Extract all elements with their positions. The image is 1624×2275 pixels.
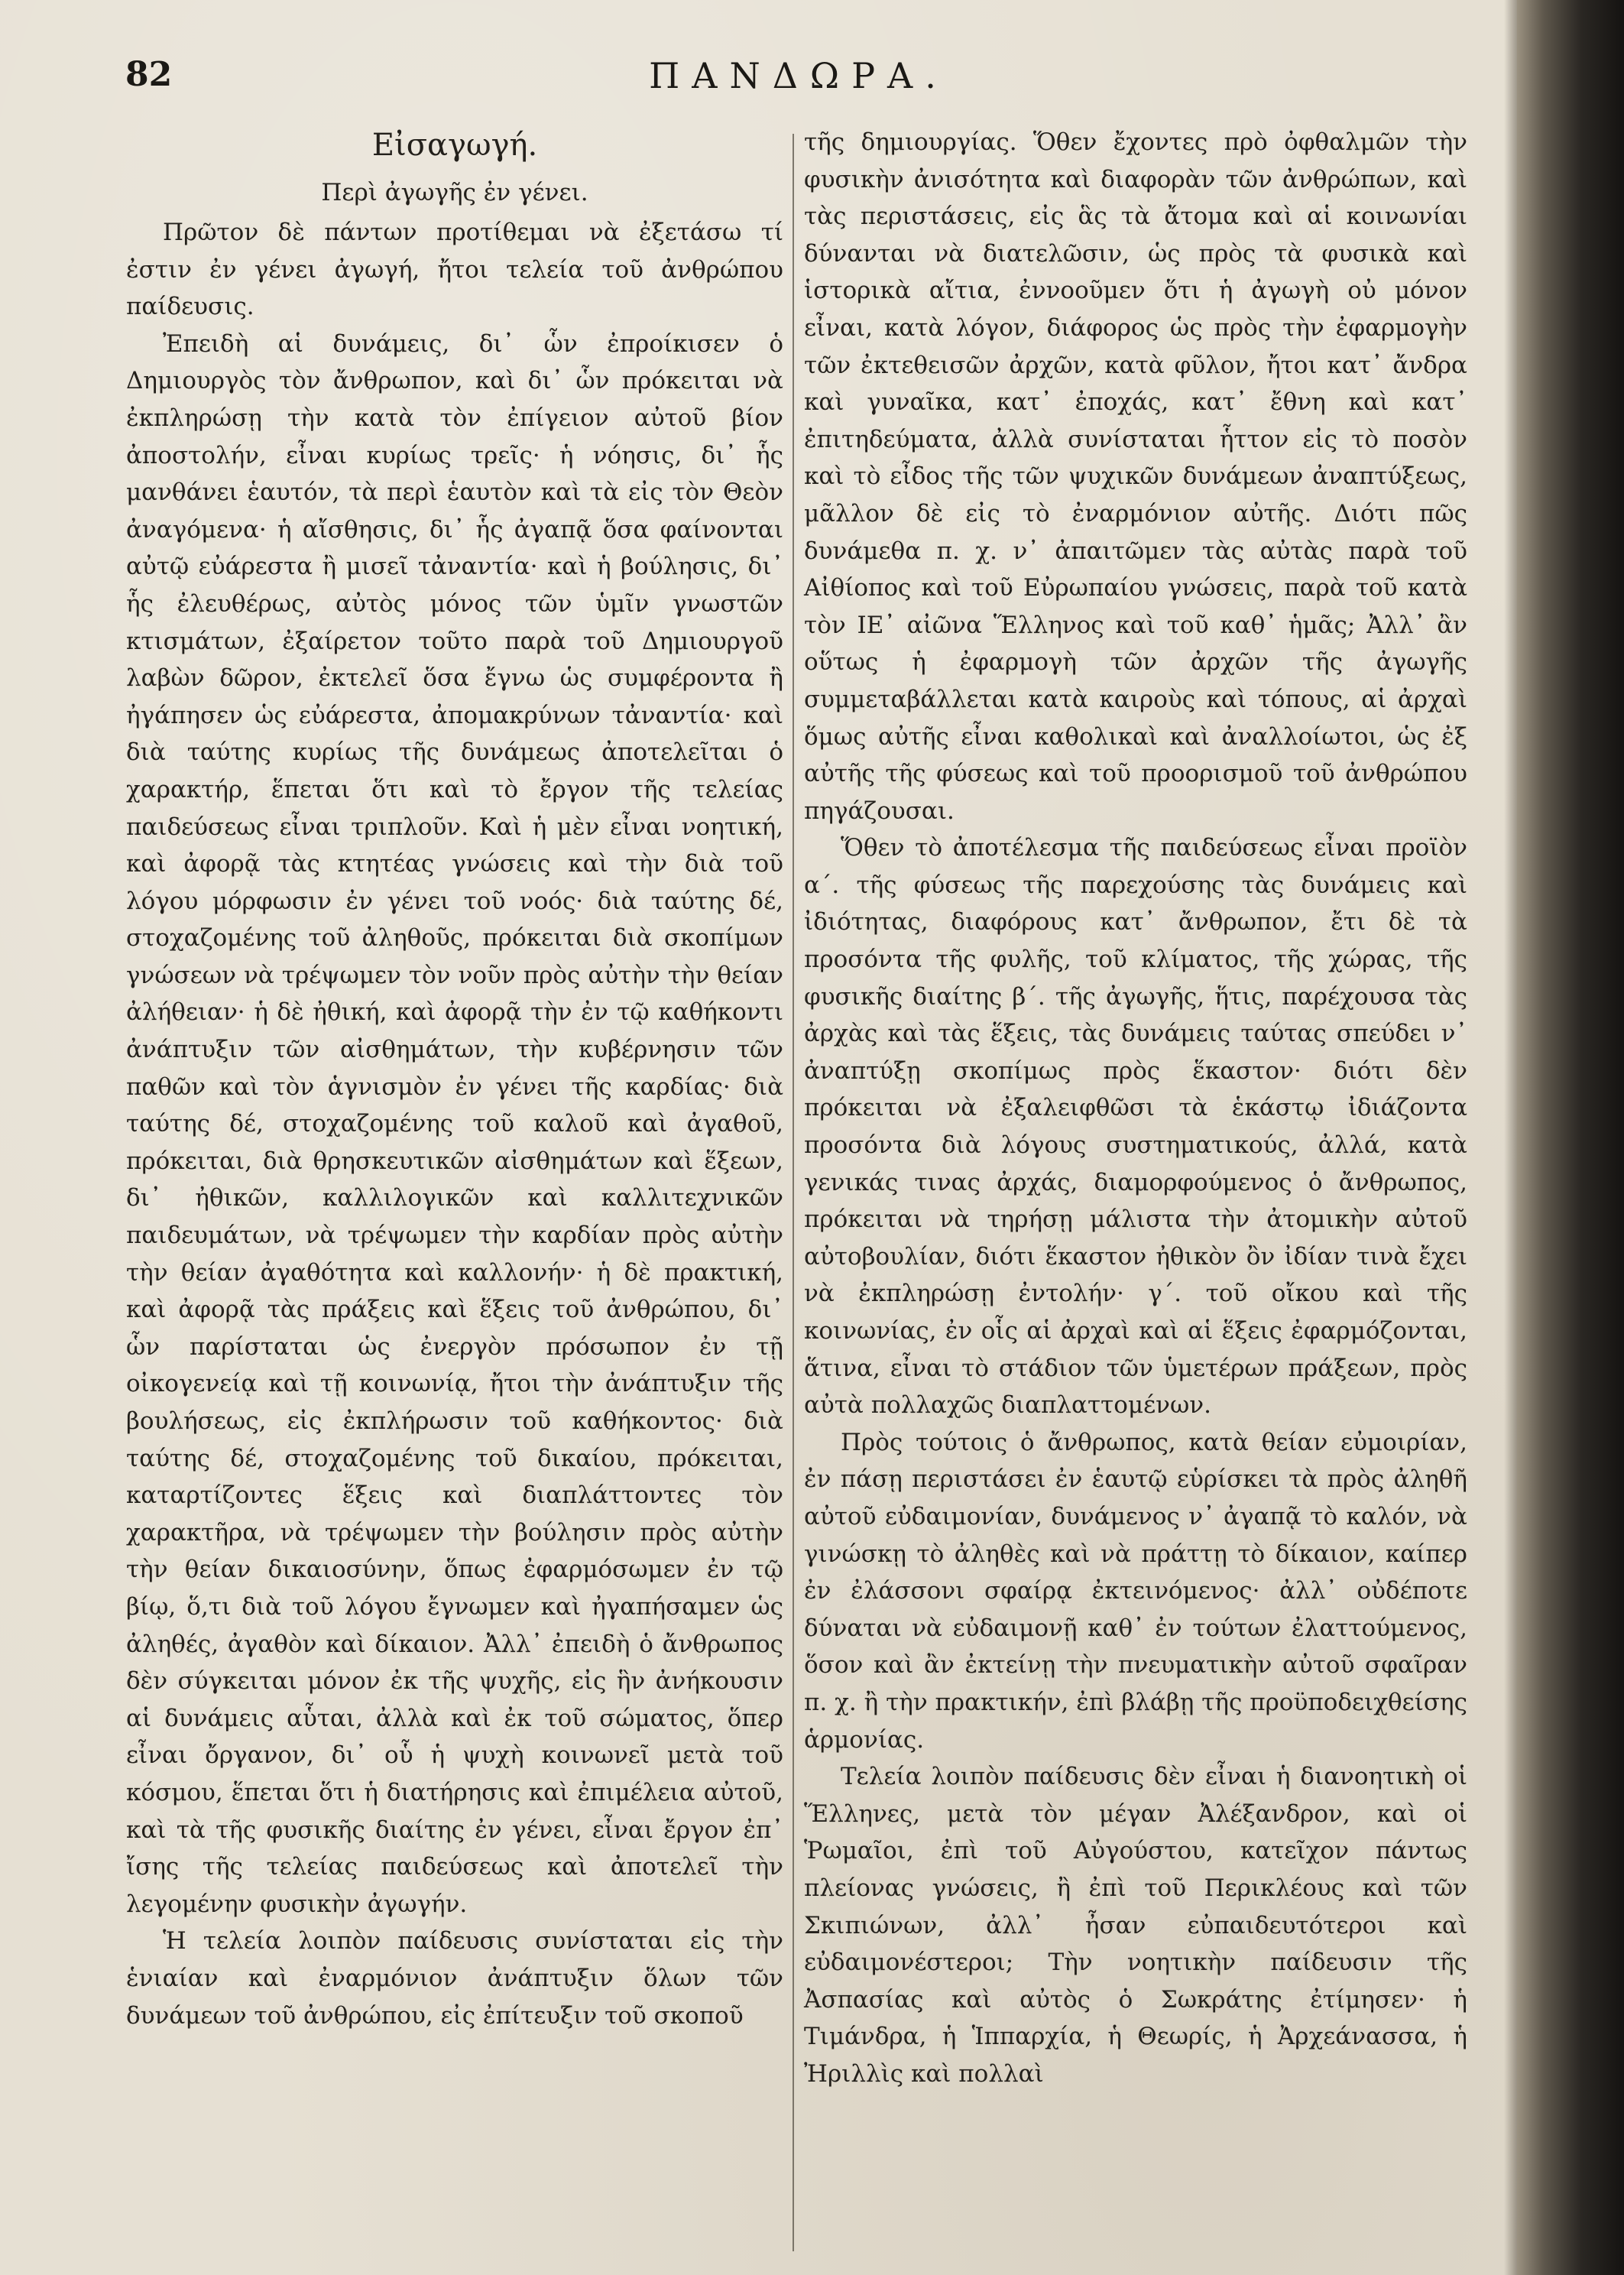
right-column xyxy=(804,124,1467,2092)
section-title: Εἰσαγωγή. xyxy=(371,128,538,163)
left-column xyxy=(126,124,783,2034)
paragraph: Ἐπειδὴ αἱ δυνάμεις, δι᾽ ὧν ἐπροίκισεν ὁ Δημιουργὸς τὸν ἄνθρωπον, καὶ δι᾽ ὧν πρόκειται νὰ ἐκπληρώσῃ τὴν κατὰ τὸν ἐπίγειον αὐτοῦ βίον ἀποστολήν, εἶναι κυρίως τρεῖς· ἡ νόησις, δι᾽ ἧς μανθάνει ἑαυτόν, τὰ περὶ ἑαυτὸν καὶ τὰ εἰς τὸν Θεὸν ἀναγόμενα· ἡ αἴσθησις, δι᾽ ἧς ἀγαπᾷ ὅσα φαίνονται αὐτῷ εὐάρεστα ἢ μισεῖ τἀναντία· καὶ ἡ βούλησις, δι᾽ ἧς ἐλευθέρως, αὐτὸς μόνος τῶν ὑμῖν γνωστῶν κτισμάτων, ἐξαίρετον τοῦτο παρὰ τοῦ Δημιουργοῦ λαβὼν δῶρον, ἐκτελεῖ ὅσα ἔγνω ὡς συμφέροντα ἢ ἠγάπησεν ὡς εὐάρεστα, ἀπομακρύνων τἀναντία· καὶ διὰ ταύτης κυρίως τῆς δυνάμεως ἀποτελεῖται ὁ χαρακτήρ, ἕπεται ὅτι καὶ τὸ ἔργον τῆς τελείας παιδεύσεως εἶναι τριπλοῦν. Καὶ ἡ μὲν εἶναι νοητική, καὶ ἀφορᾷ τὰς κτητέας γνώσεις καὶ τὴν διὰ τοῦ λόγου μόρφωσιν ἐν γένει τοῦ νοός· διὰ ταύτης δέ, στοχαζομένης τοῦ ἀληθοῦς, πρόκειται διὰ σκοπίμων γνώσεων νὰ τρέψωμεν τὸν νοῦν πρὸς αὐτὴν τὴν θείαν ἀλήθειαν· ἡ δὲ ἠθική, καὶ ἀφορᾷ τὴν ἐν τῷ καθήκοντι ἀνάπτυξιν τῶν αἰσθημάτων, τὴν κυβέρνησιν τῶν παθῶν καὶ τὸν ἁγνισμὸν ἐν γένει τῆς καρδίας· διὰ ταύτης δέ, στοχαζομένης τοῦ καλοῦ καὶ ἀγαθοῦ, πρόκειται, διὰ θρησκευτικῶν αἰσθημάτων καὶ ἕξεων, δι᾽ ἠθικῶν, καλλιλογικῶν καὶ καλλιτεχνικῶν παιδευμάτων, νὰ τρέψωμεν τὴν καρδίαν πρὸς αὐτὴν τὴν θείαν ἀγαθότητα καὶ καλλονήν· ἡ δὲ πρακτική, καὶ ἀφορᾷ τὰς πράξεις καὶ ἕξεις τοῦ ἀνθρώπου, δι᾽ ὧν παρίσταται ὡς ἐνεργὸν πρόσωπον ἐν τῇ οἰκογενείᾳ καὶ τῇ κοινωνίᾳ, ἤτοι τὴν ἀνάπτυξιν τῆς βουλήσεως, εἰς ἐκπλήρωσιν τοῦ καθήκοντος· διὰ ταύτης δέ, στοχαζομένης τοῦ δικαίου, πρόκειται, καταρτίζοντες ἕξεις καὶ διαπλάττοντες τὸν χαρακτῆρα, νὰ τρέψωμεν τὴν βούλησιν πρὸς αὐτὴν τὴν θείαν δικαιοσύνην, ὅπως ἐφαρμόσωμεν ἐν τῷ βίῳ, ὅ,τι διὰ τοῦ λόγου ἔγνωμεν καὶ ἠγαπήσαμεν ὡς ἀληθές, ἀγαθὸν καὶ δίκαιον. Ἀλλ᾽ ἐπειδὴ ὁ ἄνθρωπος δὲν σύγκειται μόνον ἐκ τῆς ψυχῆς, εἰς ἣν ἀνήκουσιν αἱ δυνάμεις αὗται, ἀλλὰ καὶ ἐκ τοῦ σώματος, ὅπερ εἶναι ὄργανον, δι᾽ οὗ ἡ ψυχὴ κοινωνεῖ μετὰ τοῦ κόσμου, ἕπεται ὅτι ἡ διατήρησις καὶ ἐπιμέλεια αὐτοῦ, καὶ τὰ τῆς φυσικῆς διαίτης ἐν γένει, εἶναι ἔργον ἐπ᾽ ἴσης τῆς τελείας παιδεύσεως καὶ ἀποτελεῖ τὴν λεγομένην φυσικὴν ἀγωγήν. xyxy=(126,329,783,1918)
book-binding xyxy=(1517,0,1624,2275)
paragraph: Ἡ τελεία λοιπὸν παίδευσις συνίσταται εἰς τὴν ἑνιαίαν καὶ ἐναρμόνιον ἀνάπτυξιν ὅλων τῶν δυνάμεων τοῦ ἀνθρώπου, εἰς ἐπίτευξιν τοῦ σκοποῦ xyxy=(126,1927,783,2030)
paragraph: Πρὸς τούτοις ὁ ἄνθρωπος, κατὰ θείαν εὐμοιρίαν, ἐν πάσῃ περιστάσει ἐν ἑαυτῷ εὑρίσκει τὰ πρὸς ἀληθῆ αὐτοῦ εὐδαιμονίαν, δυνάμενος ν᾽ ἀγαπᾷ τὸ καλόν, νὰ γινώσκῃ τὸ ἀληθὲς καὶ νὰ πράττῃ τὸ δίκαιον, καίπερ ἐν ἐλάσσονι σφαίρᾳ ἐκτεινόμενος· ἀλλ᾽ οὐδέποτε δύναται νὰ εὐδαιμονῇ καθ᾽ ἐν τούτων ἐλαττούμενος, ὅσον καὶ ἂν ἐκτείνῃ τὴν πνευματικὴν αὐτοῦ σφαῖραν π. χ. ἢ τὴν πρακτικήν, ἐπὶ βλάβῃ τῆς προϋποδειχθείσης ἁρμονίας. xyxy=(804,1428,1467,1754)
paragraph: Πρῶτον δὲ πάντων προτίθεμαι νὰ ἐξετάσω τί ἐστιν ἐν γένει ἀγωγή, ἤτοι τελεία τοῦ ἀνθρώπου παίδευσις. xyxy=(126,219,783,321)
running-head xyxy=(115,55,1483,101)
paragraph: Ὅθεν τὸ ἀποτέλεσμα τῆς παιδεύσεως εἶναι προϊὸν α΄. τῆς φύσεως τῆς παρεχούσης τὰς δυνάμεις καὶ ἰδιότητας, διαφόρους κατ᾽ ἄνθρωπον, ἔτι δὲ τὰ προσόντα τῆς φυλῆς, τοῦ κλίματος, τῆς χώρας, τῆς φυσικῆς διαίτης β΄. τῆς ἀγωγῆς, ἥτις, παρέχουσα τὰς ἀρχὰς καὶ τὰς ἕξεις, τὰς δυνάμεις ταύτας σπεύδει ν᾽ ἀναπτύξῃ σκοπίμως πρὸς ἕκαστον· διότι δὲν πρόκειται νὰ ἐξαλειφθῶσι τὰ ἑκάστῳ ἰδιάζοντα προσόντα διὰ λόγους συστηματικούς, ἀλλά, κατὰ γενικάς τινας ἀρχάς, διαμορφούμενος ὁ ἄνθρωπος, πρόκειται νὰ τηρήσῃ μάλιστα τὴν ἀτομικὴν αὐτοῦ αὐτοβουλίαν, διότι ἕκαστον ἠθικὸν ὂν ἰδίαν τινὰ ἔχει νὰ ἐκπληρώσῃ ἐντολήν· γ΄. τοῦ οἴκου καὶ τῆς κοινωνίας, ἐν οἷς αἱ ἀρχαὶ καὶ αἱ ἕξεις ἐφαρμόζονται, ἅτινα, εἶναι τὸ στάδιον τῶν ὑμετέρων πράξεων, πρὸς αὐτὰ πολλαχῶς διαπλαττομένων. xyxy=(804,834,1467,1420)
page-gutter-shadow xyxy=(1504,0,1517,2275)
paragraph-continuation: τῆς δημιουργίας. Ὅθεν ἔχοντες πρὸ ὀφθαλμῶν τὴν φυσικὴν ἀνισότητα καὶ διαφορὰν τῶν ἀνθρώπων, καὶ τὰς περιστάσεις, εἰς ἃς τὰ ἄτομα καὶ αἱ κοινωνίαι δύνανται νὰ διατελῶσιν, ὡς πρὸς τὰ φυσικὰ καὶ ἱστορικὰ αἴτια, ἐννοοῦμεν ὅτι ἡ ἀγωγὴ οὐ μόνον εἶναι, κατὰ λόγον, διάφορος ὡς πρὸς τὴν ἐφαρμογὴν τῶν ἐκτεθεισῶν ἀρχῶν, κατὰ φῦλον, ἤτοι κατ᾽ ἄνδρα καὶ γυναῖκα, κατ᾽ ἐποχάς, κατ᾽ ἔθνη καὶ κατ᾽ ἐπιτηδεύματα, ἀλλὰ συνίσταται ἧττον εἰς τὸ ποσὸν καὶ τὸ εἶδος τῆς τῶν ψυχικῶν δυνάμεων ἀναπτύξεως, μᾶλλον δὲ εἰς τὸ ἐναρμόνιον αὐτῆς. Διότι πῶς δυνάμεθα π. χ. ν᾽ ἀπαιτῶμεν τὰς αὐτὰς παρὰ τοῦ Αἰθίοπος καὶ τοῦ Εὐρωπαίου γνώσεις, παρὰ τοῦ κατὰ τὸν ΙΕ᾽ αἰῶνα Ἕλληνος καὶ τοῦ καθ᾽ ἡμᾶς; Ἀλλ᾽ ἂν οὕτως ἡ ἐφαρμογὴ τῶν ἀρχῶν τῆς ἀγωγῆς συμμεταβάλλεται κατὰ καιροὺς καὶ τόπους, αἱ ἀρχαὶ ὅμως αὐτῆς εἶναι καθολικαὶ καὶ ἀναλλοίωτοι, ὡς ἐξ αὐτῆς τῆς φύσεως καὶ τοῦ προορισμοῦ τοῦ ἀνθρώπου πηγάζουσαι. xyxy=(804,128,1467,825)
journal-title: ΠΑΝΔΩΡΑ. xyxy=(649,55,948,96)
page-number: 82 xyxy=(125,55,173,94)
column-divider xyxy=(793,134,794,2251)
paragraph: Τελεία λοιπὸν παίδευσις δὲν εἶναι ἡ διανοητικὴ οἱ Ἕλληνες, μετὰ τὸν μέγαν Ἀλέξανδρον, καὶ οἱ Ῥωμαῖοι, ἐπὶ τοῦ Αὐγούστου, κατεῖχον πάντως πλείονας γνώσεις, ἢ ἐπὶ τοῦ Περικλέους καὶ τῶν Σκιπιώνων, ἀλλ᾽ ἦσαν εὐπαιδευτότεροι καὶ εὐδαιμονέστεροι; Τὴν νοητικὴν παίδευσιν τῆς Ἀσπασίας καὶ αὐτὸς ὁ Σωκράτης ἐτίμησεν· ἡ Τιμάνδρα, ἡ Ἱππαρχία, ἡ Θεωρίς, ἡ Ἀρχεάνασσα, ἡ Ἠριλλὶς καὶ πολλαὶ xyxy=(804,1763,1467,2088)
section-subtitle: Περὶ ἀγωγῆς ἐν γένει. xyxy=(321,179,588,206)
